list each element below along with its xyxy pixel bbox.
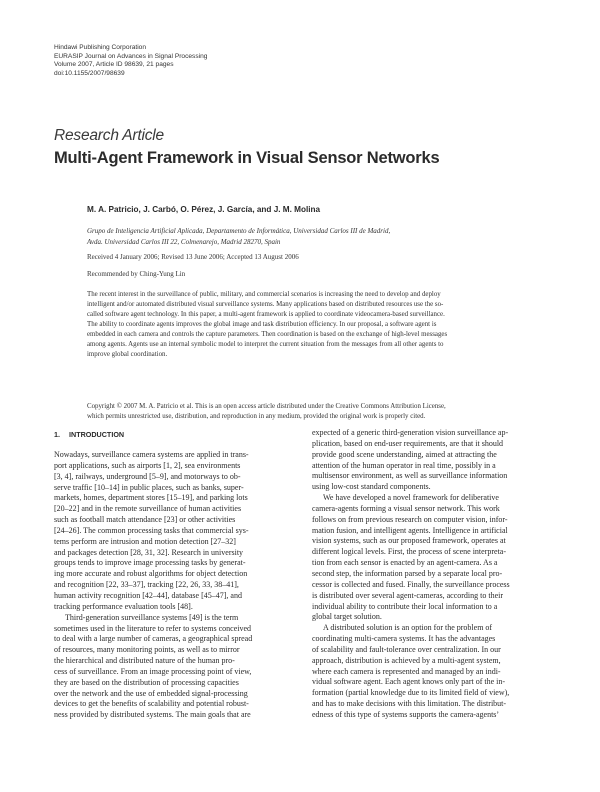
body-text-line: different logical levels. First, the process of scene interpreta-: [312, 547, 507, 557]
abstract-line: improve global coordination.: [87, 351, 168, 359]
body-text-line: camera-agents forming a visual sensor network. This work: [312, 503, 500, 513]
abstract: [87, 290, 551, 360]
body-text-line: tion from each sensor is enacted by an agent-camera. As a: [312, 558, 498, 568]
journal-line: EURASIP Journal on Advances in Signal Processing: [54, 52, 208, 60]
body-text-line: follows on from previous research on computer vision, infor-: [312, 514, 508, 524]
body-text-line: individual ability to contribute their local information to a: [312, 601, 498, 611]
abstract-line: The ability to coordinate agents improves the global image and task distribution efficiency. In our proposal, a software agent is: [87, 321, 437, 329]
left-column: [54, 450, 299, 721]
body-text-line: tems perform are intrusion and motion detection [27–32]: [54, 536, 236, 546]
body-text-line: cessor is collected and fused. Finally, the surveillance process: [312, 579, 510, 589]
body-text-line: We have developed a novel framework for deliberative: [323, 493, 499, 503]
copyright-line: which permits unrestricted use, distribution, and reproduction in any medium, provided the original work is properly cited.: [87, 413, 426, 421]
body-text-line: edness of this type of systems supports the camera-agents’: [312, 709, 500, 719]
paper-title: Multi-Agent Framework in Visual Sensor Networks: [54, 149, 440, 167]
body-text-line: markets, homes, department stores [15–19], and parking lots: [54, 493, 248, 503]
affiliation: [87, 226, 390, 248]
publisher-line: Hindawi Publishing Corporation: [54, 44, 146, 51]
body-text-line: vidual software agent. Each agent knows only part of the in-: [312, 677, 506, 687]
body-text-line: is distributed over several agent-cameras, according to their: [312, 590, 504, 600]
section-number: 1.: [54, 430, 60, 439]
affiliation-line: Grupo de Inteligencia Artificial Aplicada, Departamento de Informática, Universidad Carlos III de Madrid,: [87, 227, 391, 235]
recommended-by: Recommended by Ching-Yung Lin: [87, 270, 186, 278]
body-text-line: [20–22] and in the remote surveillance of human activities: [54, 504, 242, 514]
submission-dates: Received 4 January 2006; Revised 13 June 2006; Accepted 13 August 2006: [87, 253, 299, 261]
author-list: M. A. Patricio, J. Carbó, O. Pérez, J. García, and J. M. Molina: [87, 205, 321, 214]
copyright-notice: [87, 402, 551, 422]
body-text-line: groups tends to improve image processing tasks by generat-: [54, 558, 246, 568]
body-text-line: tracking performance evaluation tools [48].: [54, 601, 193, 611]
body-text-line: ing more accurate and robust algorithms for object detection: [54, 569, 248, 579]
body-text-line: Third-generation surveillance systems [49] is the term: [65, 612, 239, 622]
body-text-line: serve traffic [10–14] in public places, such as banks, super-: [54, 482, 244, 492]
body-text-line: where each camera is represented and managed by an indi-: [312, 666, 501, 676]
body-text-line: global target solution.: [312, 612, 382, 622]
copyright-line: Copyright © 2007 M. A. Patricio et al. This is an open access article distributed under the Creative Commons Attribution License,: [87, 403, 446, 410]
body-text-line: of resources, many monitoring points, as well as to mirror: [54, 645, 240, 655]
body-text-line: to deal with a large number of cameras, a geographical spread: [54, 634, 253, 644]
body-text-line: [3, 4], railways, underground [5–9], and motorways to ob-: [54, 471, 241, 481]
body-text-line: plication, based on end-user requirements, are that it should: [312, 438, 504, 448]
body-text-line: over the network and the use of embedded signal-processing: [54, 688, 248, 698]
abstract-line: intelligent and/or automated distributed visual surveillance systems. Many applications based on distributed resources use the so-: [87, 301, 444, 309]
body-text-line: human activity recognition [42–44], database [45–47], and: [54, 590, 242, 600]
body-text-line: of scalability and fault-tolerance over centralization. In our: [312, 644, 501, 654]
section-title: INTRODUCTION: [69, 430, 125, 439]
body-text-line: ness provided by distributed systems. The main goals that are: [54, 710, 251, 720]
body-text-line: formation (partial knowledge due to its limited field of view),: [312, 688, 510, 698]
volume-line: Volume 2007, Article ID 98639, 21 pages: [54, 61, 174, 69]
body-text-line: [24–26]. The common processing tasks that commercial sys-: [54, 525, 249, 535]
abstract-line: called software agent technology. In this paper, a multi-agent framework is applied to coordinate videocamera-based surveillance.: [87, 311, 445, 319]
body-text-line: A distributed solution is an option for the problem of: [323, 623, 493, 633]
body-text-line: the hierarchical and distributed nature of the human pro-: [54, 656, 235, 666]
body-text-line: expected of a generic third-generation vision surveillance ap-: [312, 428, 509, 437]
body-text-line: attention of the human operator in real time, possibly in a: [312, 460, 496, 470]
doi-line: doi:10.1155/2007/98639: [54, 70, 125, 78]
body-text-line: sometimes used in the literature to refer to systems conceived: [54, 623, 252, 633]
article-type: Research Article: [54, 127, 164, 144]
right-column: [312, 428, 557, 721]
body-text-line: multisensor environment, as well as surveillance information: [312, 471, 508, 481]
body-text-line: such as football match attendance [23] or other activities: [54, 515, 236, 525]
abstract-line: The recent interest in the surveillance of public, military, and commercial scenarios is increasing the need to develop and deploy: [87, 291, 441, 298]
body-text-line: Nowadays, surveillance camera systems are applied in trans-: [54, 450, 249, 459]
body-text-line: and has to make decisions with this limitation. The distribut-: [312, 699, 507, 709]
body-text-line: mation fusion, and intelligent agents. Intelligence in artificial: [312, 525, 508, 535]
body-text-line: approach, distribution is achieved by a multi-agent system,: [312, 655, 501, 665]
affiliation-line: Avda. Universidad Carlos III 22, Colmenarejo, Madrid 28270, Spain: [87, 238, 281, 246]
body-text-line: and packages detection [28, 31, 32]. Research in university: [54, 547, 244, 557]
body-text-line: and recognition [22, 33–37], tracking [22, 26, 33, 38–41],: [54, 580, 239, 590]
journal-header: [54, 44, 207, 79]
body-text-line: cess of surveillance. From an image processing point of view,: [54, 666, 252, 676]
body-text-line: port applications, such as airports [1, 2], sea environments: [54, 460, 241, 470]
body-text-line: coordinating multi-camera systems. It has the advantages: [312, 634, 496, 644]
section-heading: [54, 430, 124, 439]
abstract-line: embedded in each camera and controls the capture parameters. Then coordination is based on the exchange of high-level messages: [87, 331, 448, 339]
body-text-line: they are based on the distribution of processing capacities: [54, 677, 239, 687]
body-text-line: using low-cost standard components.: [312, 482, 431, 492]
body-text-line: devices to get the benefits of scalability and potential robust-: [54, 699, 249, 709]
body-text-line: second step, the information parsed by a separate local pro-: [312, 568, 503, 578]
body-text-line: provide good scene understanding, aimed at attracting the: [312, 449, 497, 459]
body-text-line: vision systems, such as our proposed framework, operates at: [312, 536, 506, 546]
abstract-line: among agents. Agents use an internal symbolic model to interpret the current situation from the messages from all other agents to: [87, 341, 444, 349]
